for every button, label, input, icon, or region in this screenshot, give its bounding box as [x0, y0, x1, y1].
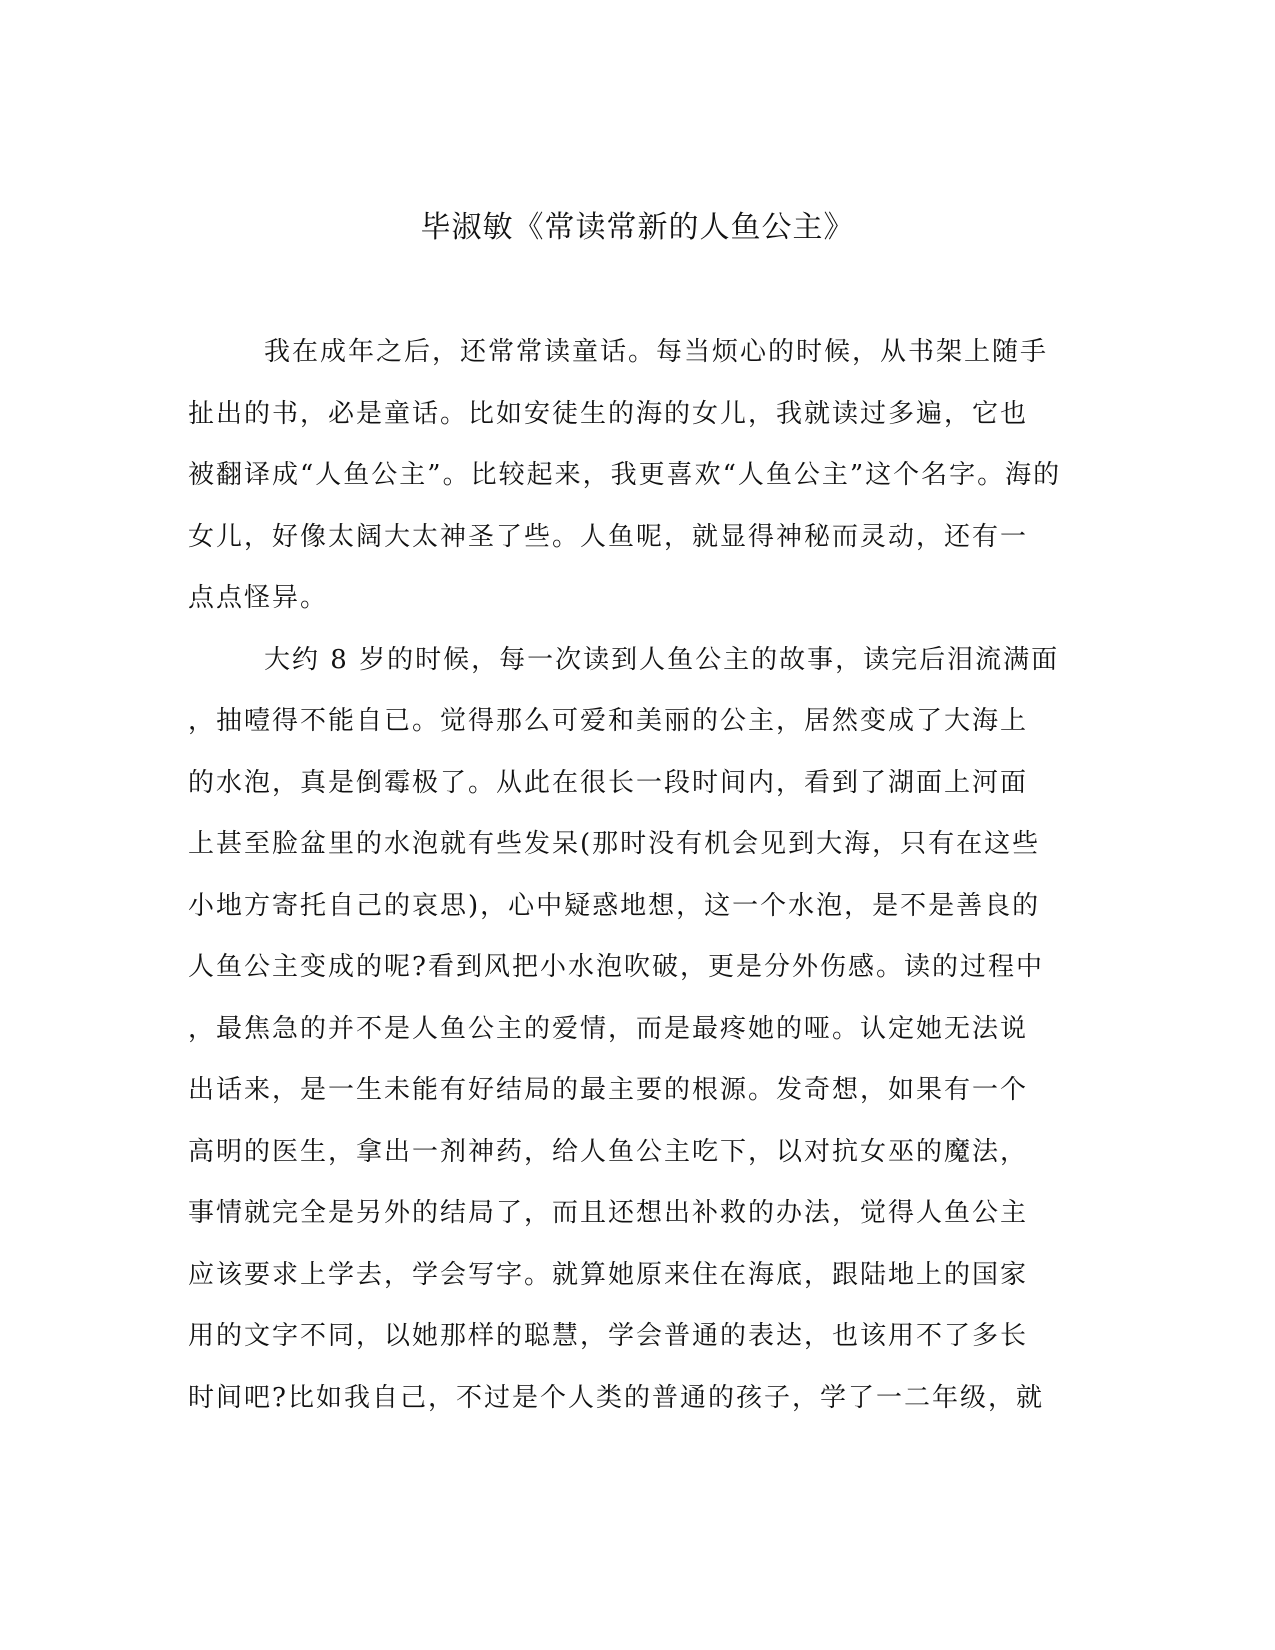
document-body: [188, 322, 1062, 1429]
text-line: 的水泡，真是倒霉极了。从此在很长一段时间内，看到了湖面上河面: [188, 767, 1029, 798]
text-line: 人鱼公主变成的呢?看到风把小水泡吹破，更是分外伤感。读的过程中: [188, 952, 1044, 982]
text-line: 被翻译成“人鱼公主”。比较起来，我更喜欢“人鱼公主”这个名字。海的: [188, 460, 1062, 490]
text-line: 出话来，是一生未能有好结局的最主要的根源。发奇想，如果有一个: [188, 1075, 1029, 1105]
text-line: ，抽噎得不能自已。觉得那么可爱和美丽的公主，居然变成了大海上: [188, 706, 1029, 736]
text-line: 用的文字不同，以她那样的聪慧，学会普通的表达，也该用不了多长: [188, 1321, 1029, 1351]
text-line: 我在成年之后，还常常读童话。每当烦心的时候，从书架上随手: [264, 337, 1049, 367]
text-line: 应该要求上学去，学会写字。就算她原来住在海底，跟陆地上的国家: [188, 1259, 1029, 1290]
document-title: 毕淑敏《常读常新的人鱼公主》: [420, 210, 855, 245]
text-line: 小地方寄托自己的哀思)，心中疑惑地想，这一个水泡，是不是善良的: [188, 890, 1041, 921]
text-line: 高明的医生，拿出一剂神药，给人鱼公主吃下，以对抗女巫的魔法，: [188, 1136, 1029, 1167]
text-line: 扯出的书，必是童话。比如安徒生的海的女儿，我就读过多遍，它也: [188, 398, 1029, 429]
text-line: 女儿，好像太阔大太神圣了些。人鱼呢，就显得神秘而灵动，还有一: [188, 521, 1029, 552]
text-line: 大约 8 岁的时候，每一次读到人鱼公主的故事，读完后泪流满面: [264, 644, 1060, 675]
text-line: ，最焦急的并不是人鱼公主的爱情，而是最疼她的哑。认定她无法说: [188, 1013, 1029, 1044]
text-line: 事情就完全是另外的结局了，而且还想出补救的办法，觉得人鱼公主: [188, 1198, 1029, 1228]
text-line: 时间吧?比如我自己，不过是个人类的普通的孩子，学了一二年级，就: [188, 1382, 1044, 1413]
text-line: 点点怪异。: [188, 583, 329, 613]
text-line: 上甚至脸盆里的水泡就有些发呆(那时没有机会见到大海，只有在这些: [188, 829, 1041, 859]
